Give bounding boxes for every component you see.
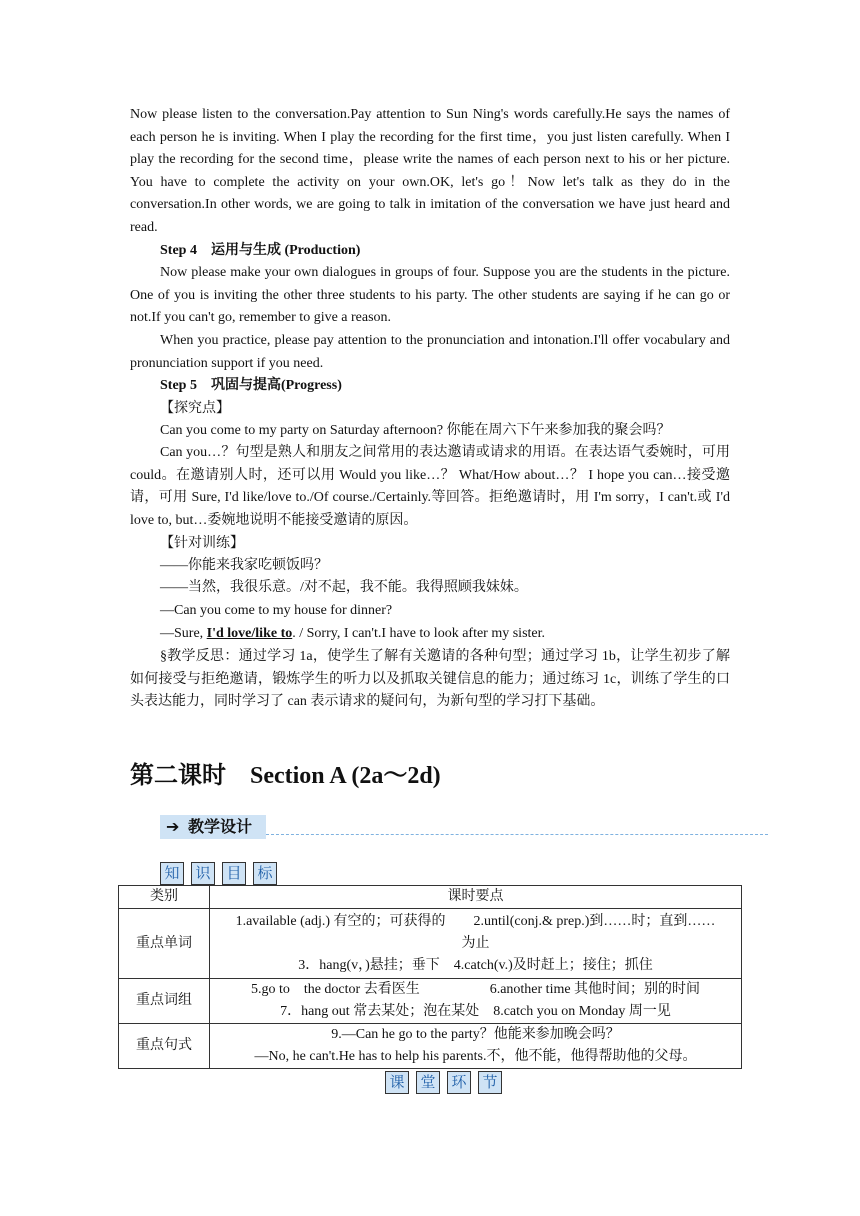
steps-char: 节	[478, 1071, 502, 1094]
table-row-category: 重点句式	[119, 1024, 210, 1069]
table-row-line: 5.go to the doctor 去看医生 6.another time 其他时间；别的时间	[250, 982, 701, 997]
banner-box	[160, 815, 266, 839]
table-row-content	[210, 979, 742, 1024]
table-row-line: 为止	[461, 936, 490, 951]
teaching-reflection: §教学反思：通过学习 1a，使学生了解有关邀请的各种句型；通过学习 1b，让学生初步了解如何接受与拒绝邀请，锻炼学生的听力以及抓取关键信息的能力；通过练习 1c，训练了学生的口头表达能力，同时学习了 can 表示请求的疑问句，为新句型的学习打下基础。	[130, 649, 730, 709]
practice-line-4	[160, 623, 730, 646]
step5-heading: Step 5 巩固与提高(Progress)	[160, 378, 342, 393]
table-row-line: 3．hang(v，)悬挂；垂下 4.catch(v.)及时赶上；接住；抓住	[298, 958, 653, 973]
table-row	[119, 1024, 742, 1069]
explore-question: Can you come to my party on Saturday afternoon? 你能在周六下午来参加我的聚会吗？	[160, 423, 671, 438]
explore-heading: 【探究点】	[160, 401, 230, 416]
knowledge-goals-table	[118, 885, 742, 1069]
knowledge-goals-label	[160, 862, 277, 885]
practice-answer: I'd love/like to	[206, 626, 293, 641]
paragraph-practice: When you practice, please pay attention to the pronunciation and intonation.I'll offer vocabulary and pronunciation support if you need.	[130, 333, 730, 371]
table-header-row	[119, 886, 742, 909]
steps-char: 环	[447, 1071, 471, 1094]
table-row-category: 重点单词	[119, 909, 210, 979]
goals-char: 目	[222, 862, 246, 885]
goals-char: 知	[160, 862, 184, 885]
table-row-content	[210, 1024, 742, 1069]
table-row-category: 重点词组	[119, 979, 210, 1024]
step4-heading: Step 4 运用与生成 (Production)	[160, 243, 361, 258]
practice-line-4-start: —Sure,	[160, 626, 207, 641]
table-row-line: —No, he can't.He has to help his parents.不，他不能，他得帮助他的父母。	[254, 1049, 697, 1064]
paragraph-dialogues: Now please make your own dialogues in groups of four. Suppose you are the students in the picture. One of you is inviting the other three students to his party. The other students are saying if he can go or not.If you can't go, remember to give a reason.	[130, 265, 730, 325]
teaching-design-banner	[160, 815, 768, 839]
steps-char: 堂	[416, 1071, 440, 1094]
section-title: 第二课时 Section A (2a～2d)	[130, 763, 441, 789]
goals-char: 识	[191, 862, 215, 885]
table-row-line: 1.available (adj.) 有空的；可获得的 2.until(conj.& prep.)到……时；直到……	[235, 914, 716, 929]
practice-line-3: —Can you come to my house for dinner?	[160, 603, 393, 618]
practice-line-4-end: . / Sorry, I can't.I have to look after my sister.	[292, 626, 546, 641]
steps-char: 课	[385, 1071, 409, 1094]
class-steps-label	[385, 1071, 502, 1094]
goals-char: 标	[253, 862, 277, 885]
table-header-category: 类别	[119, 886, 210, 909]
practice-line-2: ——当然，我很乐意。/对不起，我不能。我得照顾我妹妹。	[160, 580, 528, 595]
banner-divider	[266, 834, 768, 835]
table-row-content	[210, 909, 742, 979]
table-row-line: 9.—Can he go to the party？他能来参加晚会吗？	[331, 1027, 620, 1042]
banner-text: 教学设计	[188, 817, 253, 836]
table-row	[119, 979, 742, 1024]
practice-heading: 【针对训练】	[160, 536, 244, 551]
paragraph-listen: Now please listen to the conversation.Pay attention to Sun Ning's words carefully.He says the names of each person he is inviting. When I play the recording for the first time，you just listen carefully. When I play the recording for the second time，please write the names of each person next to his or her picture. You have to complete the activity on your own.OK, let's go！Now let's talk as they do in the conversation.In other words, we are going to talk in imitation of the conversation we have just heard and read.	[130, 107, 730, 235]
table-row-line: 7．hang out 常去某处；泡在某处 8.catch you on Monday 周一见	[280, 1004, 671, 1019]
explore-body: Can you…？句型是熟人和朋友之间常用的表达邀请或请求的用语。在表达语气委婉时，可用 could。在邀请别人时，还可以用 Would you like…？ What/How about…？ I hope you can…接受邀请，可用 Sure, I'd like/love to./Of course./Certainly.等回答。拒绝邀请时，用 I'm sorry，I can't.或 I'd love to, but…委婉地说明不能接受邀请的原因。	[130, 445, 730, 528]
arrow-right-icon: ➔	[166, 817, 180, 836]
table-row	[119, 909, 742, 979]
table-header-points: 课时要点	[210, 886, 742, 909]
practice-line-1: ——你能来我家吃顿饭吗？	[160, 558, 328, 573]
